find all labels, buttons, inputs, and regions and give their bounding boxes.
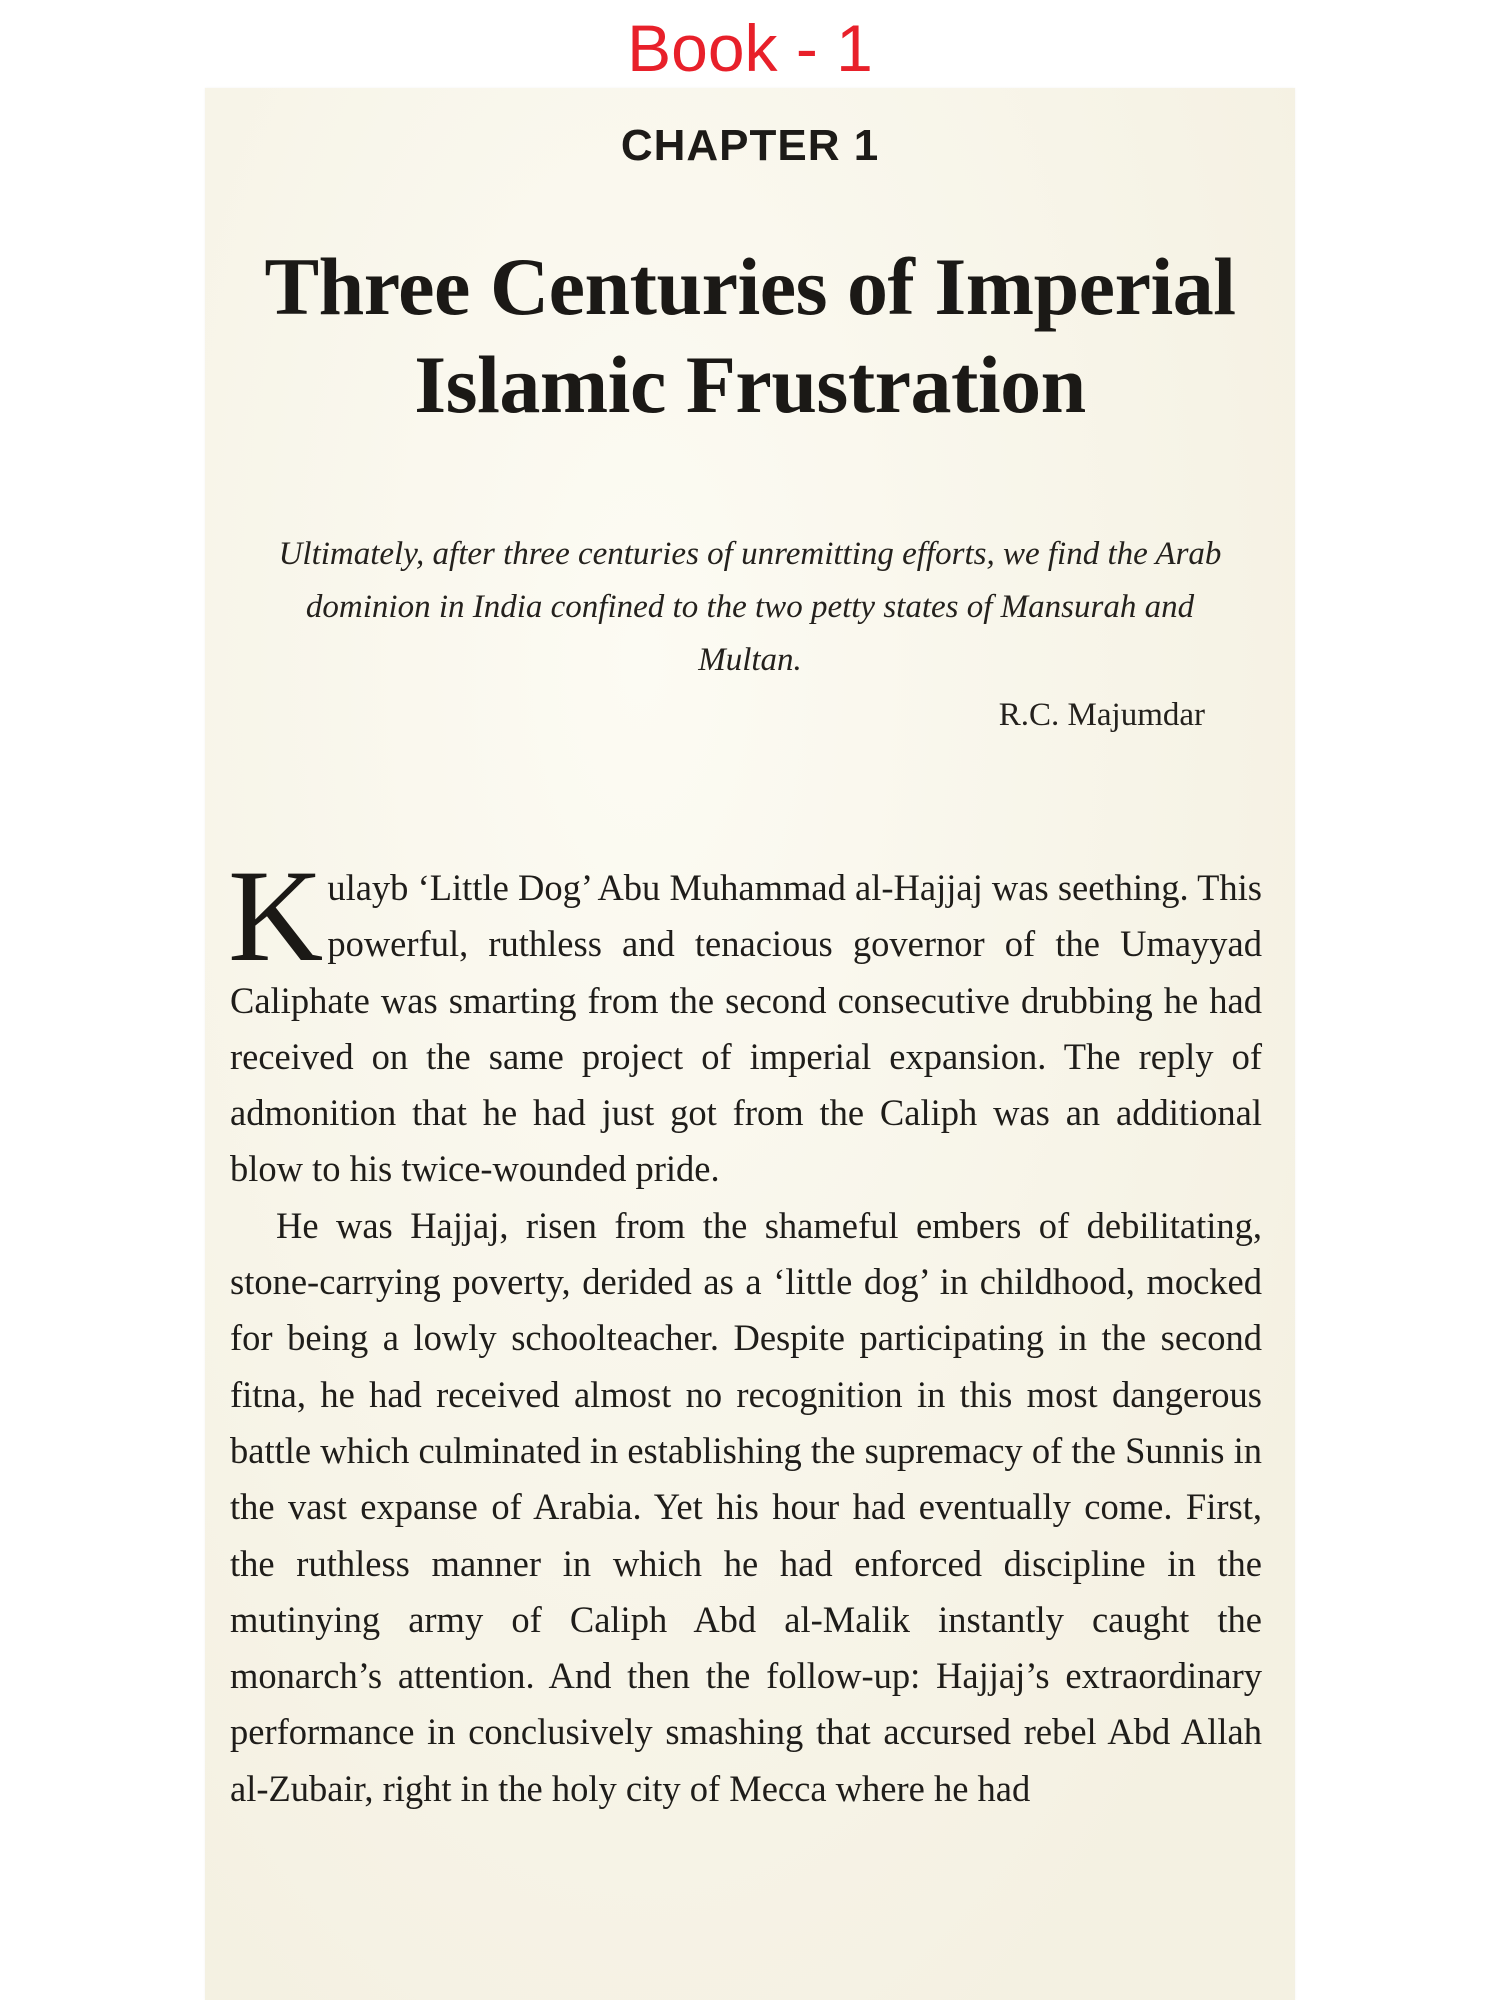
chapter-label: CHAPTER 1 <box>620 121 880 170</box>
chapter-title <box>205 238 1295 434</box>
paragraph-1-text: ulayb ‘Little Dog’ Abu Muhammad al-Hajjaj was seething. This powerful, ruthless and tenacious governor of the Umayyad Caliphate was smarting from the second consecutive drubbing he had received on the same project of imperial expansion. The reply of admonition that he had just got from the Caliph was an additional blow to his twice-wounded pride. <box>230 867 1262 1190</box>
body-text <box>228 842 1262 1817</box>
drop-cap: K <box>228 842 324 989</box>
epigraph-quote: Ultimately, after three centuries of unremitting efforts, we find the Arab dominion in India confined to the two petty states of Mansurah and Multan. <box>278 536 1222 678</box>
paragraph-1 <box>228 842 1262 1198</box>
epigraph-author: R.C. Majumdar <box>998 697 1205 733</box>
book-label: Book - 1 <box>627 11 873 85</box>
chapter-title-line-1: Three Centuries of Imperial <box>264 241 1236 332</box>
book-page <box>205 88 1295 2000</box>
paragraph-2: He was Hajjaj, risen from the shameful embers of debilitating, stone-carrying poverty, derided as a ‘little dog’ in childhood, mocked for being a lowly schoolteacher. Despite participating in the second fitna, he had received almost no recognition in this most dangerous battle which culminated in establishing the supremacy of the Sunnis in the vast expanse of Arabia. Yet his hour had eventually come. First, the ruthless manner in which he had enforced discipline in the mutinying army of Caliph Abd al-Malik instantly caught the monarch’s attention. And then the follow-up: Hajjaj’s extraordinary performance in conclusively smashing that accursed rebel Abd Allah al-Zubair, right in the holy city of Mecca where he had <box>230 1204 1262 1809</box>
chapter-title-line-2: Islamic Frustration <box>414 339 1086 430</box>
